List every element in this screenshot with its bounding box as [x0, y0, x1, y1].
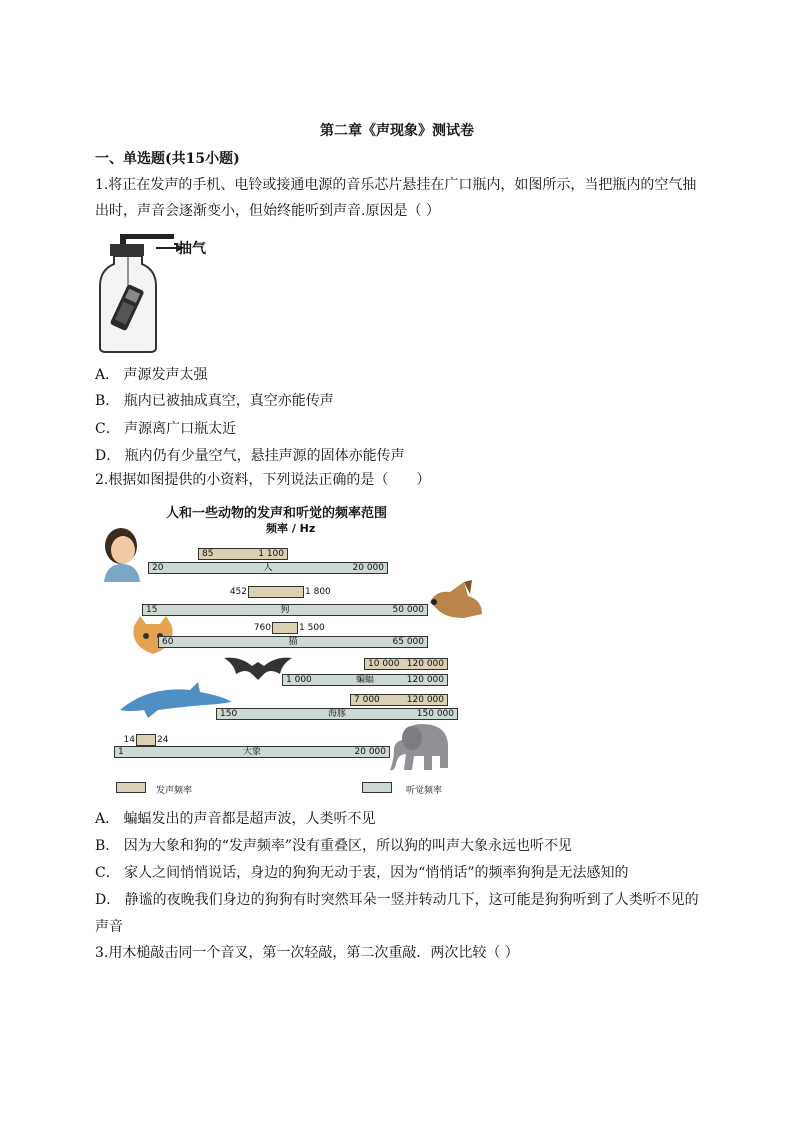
section-heading: 一、单选题(共15小题): [95, 151, 240, 167]
row-name-label: 猫: [288, 637, 298, 647]
emitting-min-label: 10 000: [368, 659, 400, 669]
hearing-max-label: 150 000: [416, 709, 454, 719]
question-1-line-1: 1.将正在发声的手机、电铃或接通电源的音乐芯片悬挂在广口瓶内，如图所示，当把瓶内的空气抽: [95, 177, 697, 193]
page-title: 第二章《声现象》测试卷: [320, 123, 474, 139]
q1-option-d: D． 瓶内仍有少量空气，悬挂声源的固体亦能传声: [95, 448, 405, 464]
emitting-bar-3: [253, 622, 325, 634]
q2-option-d-continued: 声音: [95, 919, 123, 935]
q2-option-b: B． 因为大象和狗的“发声频率”没有重叠区，所以狗的叫声大象永远也听不见: [95, 838, 573, 854]
emitting-max-label: 1 800: [305, 587, 331, 597]
hearing-bar-2: [142, 604, 428, 616]
chart-subtitle: 频率 / Hz: [266, 522, 316, 535]
q2-option-a: A． 蝙蝠发出的声音都是超声波，人类听不见: [95, 811, 376, 827]
question-3-stem: 3.用木槌敲击同一个音叉，第一次轻敲，第二次重敲．两次比较（ ）: [95, 945, 519, 961]
emitting-bar-1: [198, 548, 288, 560]
dog-icon: [424, 578, 486, 622]
elephant-icon: [388, 720, 454, 778]
emitting-min-label: 760: [253, 623, 271, 633]
emitting-bar-4: [364, 658, 448, 670]
emitting-min-label: 452: [229, 587, 247, 597]
hearing-max-label: 120 000: [406, 675, 444, 685]
emitting-bar-2: [229, 586, 331, 598]
row-name-label: 蝙蝠: [355, 675, 375, 685]
hearing-min-label: 1: [118, 747, 124, 757]
hearing-bar-5: [216, 708, 458, 720]
emitting-min-label: 85: [202, 549, 214, 559]
hearing-max-label: 65 000: [392, 637, 424, 647]
legend-swatch-emit: [116, 782, 146, 793]
human-icon: [96, 524, 146, 582]
hearing-max-label: 20 000: [352, 563, 384, 573]
row-name-label: 海豚: [327, 709, 347, 719]
hearing-bar-1: [148, 562, 388, 574]
q2-option-c: C． 家人之间悄悄说话，身边的狗狗无动于衷，因为“悄悄话”的频率狗狗是无法感知的: [95, 865, 629, 881]
emitting-max-label: 120 000: [406, 695, 444, 705]
pump-label: 抽气: [178, 241, 206, 257]
row-name-label: 大象: [242, 747, 262, 757]
legend-swatch-hear: [362, 782, 392, 793]
hearing-bar-6: [114, 746, 390, 758]
emitting-max-label: 24: [157, 735, 169, 745]
hearing-bar-3: [158, 636, 428, 648]
emitting-max-label: 120 000: [406, 659, 444, 669]
hearing-min-label: 15: [146, 605, 158, 615]
emitting-min-label: 7 000: [354, 695, 380, 705]
legend-label-hear: 听觉频率: [406, 786, 443, 796]
q2-option-d: D． 静谧的夜晚我们身边的狗狗有时突然耳朵一竖并转动几下，这可能是狗狗听到了人类听不见的: [95, 892, 699, 908]
emitting-max-label: 1 500: [299, 623, 325, 633]
emitting-min-label: 14: [123, 735, 135, 745]
q1-option-c: C． 声源离广口瓶太近: [95, 421, 237, 437]
legend-label-emit: 发声频率: [156, 786, 193, 796]
question-2-stem: 2.根据如图提供的小资料，下列说法正确的是（ ）: [95, 472, 431, 488]
emitting-bar-5: [350, 694, 448, 706]
bell-jar-figure: [96, 230, 226, 354]
hearing-max-label: 20 000: [354, 747, 386, 757]
emitting-bar-6: [123, 734, 169, 746]
q1-option-a: A． 声源发声太强: [95, 367, 208, 383]
row-name-label: 人: [263, 563, 273, 573]
hearing-min-label: 1 000: [286, 675, 312, 685]
emitting-max-label: 1 100: [258, 549, 284, 559]
q1-option-b: B． 瓶内已被抽成真空，真空亦能传声: [95, 393, 334, 409]
hearing-bar-4: [282, 674, 448, 686]
hearing-min-label: 20: [152, 563, 164, 573]
question-1-line-2: 出时，声音会逐渐变小，但始终能听到声音.原因是（ ）: [95, 203, 440, 219]
hearing-max-label: 50 000: [392, 605, 424, 615]
hearing-min-label: 150: [220, 709, 238, 719]
row-name-label: 狗: [280, 605, 290, 615]
frequency-range-chart: [96, 498, 486, 800]
hearing-min-label: 60: [162, 637, 174, 647]
chart-title: 人和一些动物的发声和听觉的频率范围: [166, 506, 388, 521]
